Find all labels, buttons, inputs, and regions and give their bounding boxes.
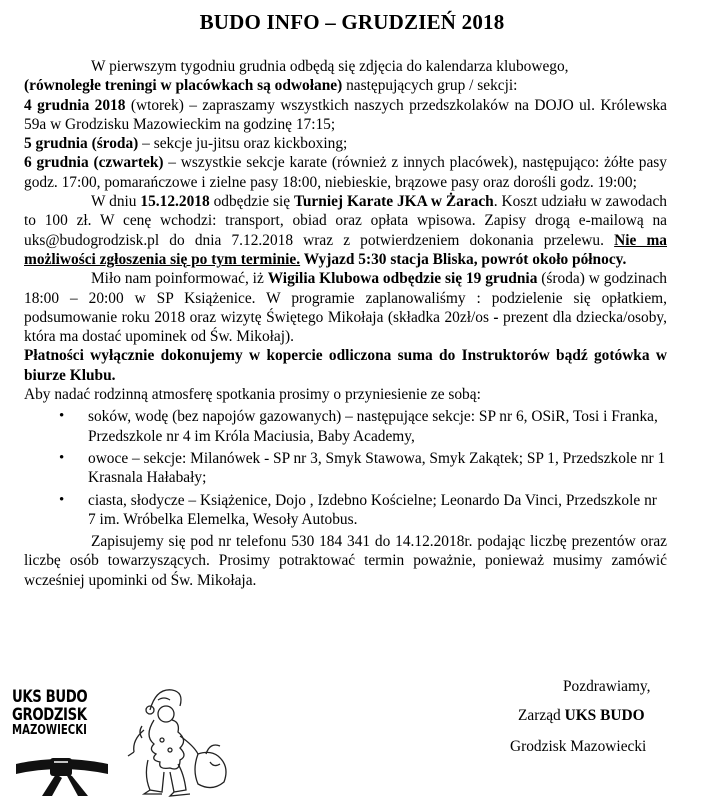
- list-item-text: ciasta, słodycze – Książenice, Dojo , Izdebno Kościelne; Leonardo Da Vinci, Przedszkole nr 7 im. Wróbelka Elemelka, Wesoły Autobus.: [88, 491, 657, 528]
- bold-departure: Wyjazd 5:30 stacja Bliska, powrót około północy.: [300, 250, 627, 268]
- karate-belt-icon: [12, 752, 112, 798]
- document-title: BUDO INFO – GRUDZIEŃ 2018: [199, 10, 505, 34]
- text: W pierwszym tygodniu grudnia odbędą się zdjęcia do kalendarza klubowego,: [91, 58, 569, 75]
- city: Grodzisk Mazowiecki: [510, 738, 647, 755]
- greeting: Pozdrawiamy,: [563, 678, 651, 695]
- text: – wszystkie sekcje karate (również z innych placówek), następująco: żółte pasy godz. 17:00, pomarańczowe i zielne pasy 18:00, niebieskie, brązowe pasy oraz dorośli godz. 19:00;: [24, 154, 667, 191]
- list-item-text: owoce – sekcje: Milanówek - SP nr 3, Smyk Stawowa, Smyk Zakątek; SP 1, Przedszkole nr 1 Krasnala Hałabały;: [88, 449, 666, 487]
- paragraph-registration: Zapisujemy się pod nr telefonu 530 184 341 do 14.12.2018r. podając liczbę prezentów oraz liczbę osób towarzyszących. Prosimy potraktować termin poważnie, ponieważ musimy zamówić wcześniej upominki od Św. Mikołaja.: [24, 533, 667, 589]
- text: (środa) w godzinach 18:00 – 20:00 w SP Książenice. W programie zaplanowaliśmy : podzielenie się opłatkiem, podsumowanie roku 2018 oraz wizytę Świętego Mikołaja (składka 20zł/os: [24, 270, 668, 326]
- bold-club-name: UKS BUDO: [564, 707, 645, 724]
- text: W dniu: [91, 193, 141, 211]
- paragraph-christmas-eve: [24, 269, 667, 346]
- paragraph-photo-sessions: [24, 57, 667, 96]
- bold-date: 15.12.2018: [140, 193, 210, 211]
- logo-line-1: UKS BUDO: [12, 687, 88, 707]
- bold-dash: -: [488, 308, 499, 326]
- paragraph-tournament: [24, 192, 667, 269]
- paragraph-dec-6: [24, 153, 667, 192]
- board-name: [518, 707, 645, 725]
- list-item: [24, 491, 667, 530]
- bold-event: Wigilia Klubowa odbędzie się 19 grudnia: [267, 270, 538, 288]
- paragraph-bring-items: Aby nadać rodzinną atmosferę spotkania prosimy o przyniesienie ze sobą:: [24, 386, 481, 404]
- list-item: [24, 407, 667, 446]
- club-logo: [12, 688, 112, 800]
- text: Miło nam poinformować, iż: [91, 270, 268, 288]
- bold-text: (równoległe treningi w placówkach są odwołane): [24, 77, 343, 95]
- logo-line-3: MAZOWIECKI: [12, 723, 87, 738]
- bullet-icon: •: [59, 491, 65, 508]
- document-body: [24, 57, 667, 590]
- bold-text: Płatności wyłącznie dokonujemy w kopercie odliczona suma do Instruktorów bądź gotówka w biurze Klubu.: [24, 347, 667, 384]
- text: – sekcje ju-jitsu oraz kickboxing;: [138, 135, 348, 153]
- logo-line-2: GRODZISK: [12, 705, 87, 725]
- bold-date: 6 grudnia (czwartek): [24, 154, 164, 172]
- list-item-text: soków, wodę (bez napojów gazowanych) – następujące sekcje: SP nr 6, OSiR, Tosi i Franka, Przedszkole nr 4 im Króla Maciusia, Baby Academy,: [88, 408, 658, 445]
- bold-date: 5 grudnia (środa): [24, 135, 139, 153]
- paragraph-dec-5: [24, 134, 667, 153]
- text: odbędzie się: [209, 193, 295, 211]
- list-item: [24, 449, 667, 488]
- bold-date: 4 grudnia 2018: [24, 96, 126, 114]
- text: prezent dla dziecka/osoby, która ma dostać upominek od Św. Mikołaj).: [24, 308, 667, 346]
- text: (wtorek) – zapraszamy wszystkich naszych przedszkolaków na DOJO ul. Królewska 59a w Grodzisku Mazowieckim na godzinę 17:15;: [24, 96, 667, 133]
- text: . Koszt udziału w zawodach to 100 zł. W cenę wchodzi: transport, obiad oraz opłata wpisowa. Zapisy drogą e-mailową na uks@budogrodzisk.pl do dnia 7.12.2018 wraz z potwierdzeniem dokonania przelewu.: [24, 193, 667, 249]
- santa-claus-icon: [114, 680, 234, 798]
- underlined-warning: Nie ma możliwości zgłoszenia się po tym terminie.: [24, 231, 667, 268]
- bring-items-list: [24, 407, 667, 529]
- text: Zarząd: [518, 707, 565, 724]
- paragraph-payments: [24, 346, 667, 385]
- text: następujących grup / sekcji:: [342, 77, 518, 95]
- bullet-icon: •: [59, 449, 65, 466]
- paragraph-dec-4: [24, 96, 667, 135]
- bullet-icon: •: [59, 408, 65, 425]
- bold-event: Turniej Karate JKA w Żarach: [294, 193, 494, 211]
